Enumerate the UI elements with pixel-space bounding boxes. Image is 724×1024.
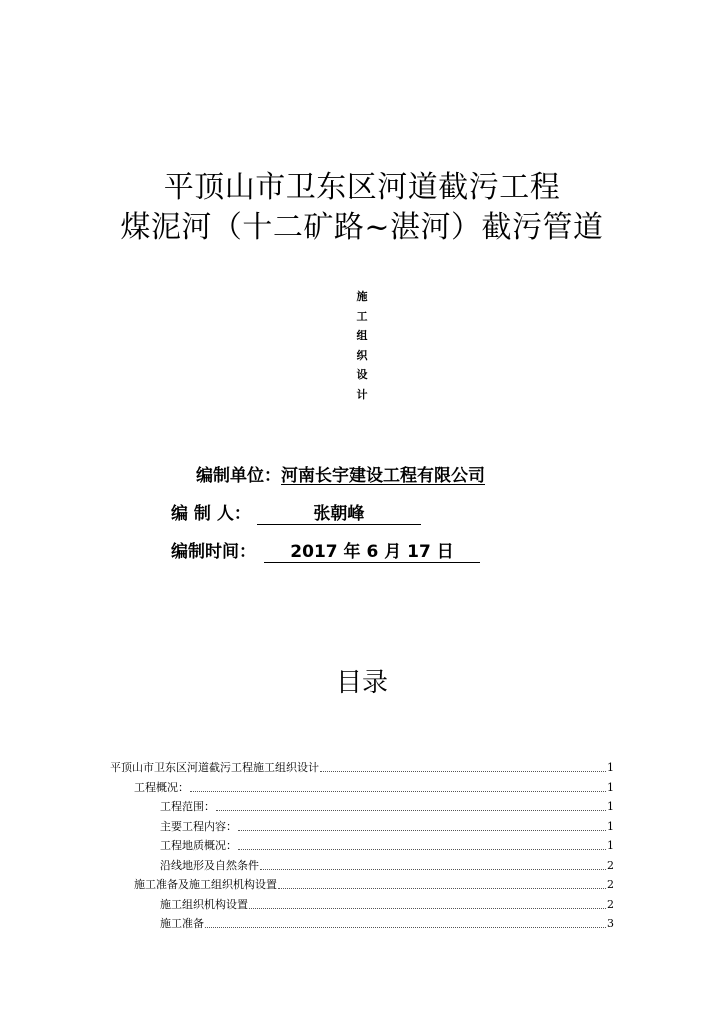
subtitle-char: 织 — [356, 348, 368, 362]
toc-entry-text: 平顶山市卫东区河道截污工程施工组织设计 — [110, 761, 319, 774]
toc-entry[interactable] — [160, 836, 614, 854]
toc-entry-text: 工程范围： — [160, 800, 215, 813]
document-title-line1: 平顶山市卫东区河道截污工程 — [163, 170, 561, 205]
toc-entry-text: 沿线地形及自然条件 — [160, 858, 259, 872]
toc-page-number: 2 — [607, 897, 614, 911]
toc-page-number: 1 — [607, 780, 614, 794]
subtitle-char: 计 — [356, 387, 368, 401]
compiling-unit-label: 编制单位： — [196, 466, 281, 486]
compile-date-label: 编制时间： — [171, 542, 256, 562]
compiler-label: 编 制 人： — [171, 504, 251, 524]
toc-leader-dots — [278, 887, 606, 889]
subtitle-char: 设 — [356, 368, 368, 381]
toc-page-number: 1 — [607, 761, 614, 774]
toc-page-number: 2 — [607, 858, 614, 872]
compiling-unit-value: 河南长宇建设工程有限公司 — [281, 466, 485, 486]
compiler-row — [171, 503, 421, 525]
toc-leader-dots — [205, 926, 606, 928]
compile-date-value: 2017 年 6 月 17 日 — [264, 542, 480, 563]
toc-entry-text: 工程概况： — [134, 780, 189, 794]
toc-entry-text: 工程地质概况： — [160, 839, 237, 852]
compiling-unit-row — [196, 465, 485, 487]
toc-page-number: 1 — [607, 800, 614, 813]
subtitle-char: 施 — [356, 290, 368, 303]
toc-entry[interactable] — [160, 856, 614, 874]
document-title-line2: 煤泥河（十二矿路~湛河）截污管道 — [120, 210, 604, 245]
toc-entry[interactable] — [160, 914, 614, 932]
document-subtitle-vertical — [352, 287, 372, 404]
subtitle-char: 工 — [356, 309, 368, 323]
subtitle-char: 组 — [356, 329, 368, 342]
toc-entry[interactable] — [160, 797, 614, 815]
compiler-value: 张朝峰 — [257, 504, 421, 525]
toc-leader-dots — [216, 809, 606, 811]
toc-leader-dots — [320, 770, 606, 772]
toc-page-number: 2 — [607, 878, 614, 891]
toc-leader-dots — [238, 848, 606, 850]
compile-date-row — [171, 541, 480, 563]
toc-entry-text: 主要工程内容： — [160, 819, 237, 833]
toc-leader-dots — [260, 868, 606, 870]
toc-entry-text: 施工准备及施工组织机构设置 — [134, 878, 277, 891]
toc-page-number: 1 — [607, 819, 614, 833]
toc-entry-text: 施工组织机构设置 — [160, 897, 248, 911]
toc-entry[interactable] — [134, 778, 614, 796]
toc-leader-dots — [190, 790, 606, 792]
toc-heading: 目录 — [335, 668, 388, 698]
toc-entry[interactable] — [160, 895, 614, 913]
toc-entry[interactable] — [110, 758, 614, 776]
toc-entry-text: 施工准备 — [160, 917, 204, 930]
toc-leader-dots — [238, 829, 606, 831]
toc-entry[interactable] — [134, 875, 614, 893]
toc-page-number: 1 — [607, 839, 614, 852]
toc-leader-dots — [249, 907, 606, 909]
toc-entry[interactable] — [160, 817, 614, 835]
toc-page-number: 3 — [607, 917, 614, 930]
